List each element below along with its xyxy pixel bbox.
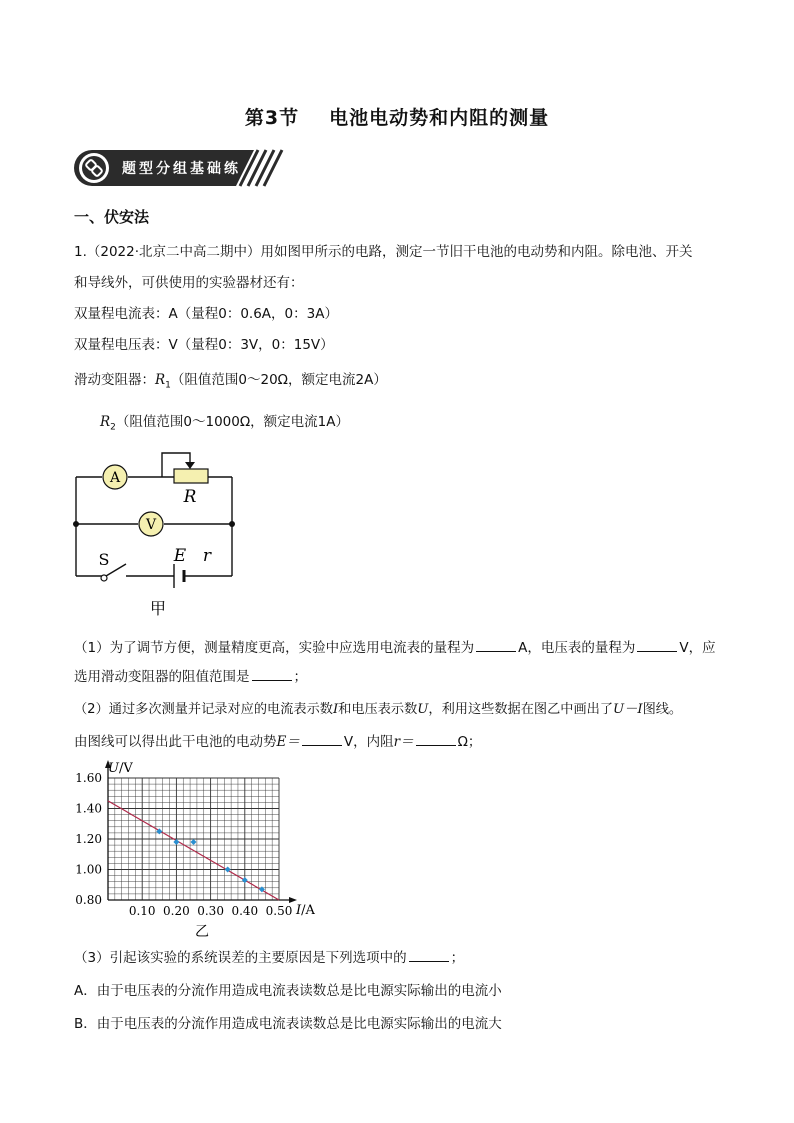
answer-blank-internal-resistance[interactable] bbox=[416, 732, 456, 746]
section-number: 第3节 bbox=[244, 107, 300, 129]
r2-text: （阻值范围0～1000Ω，额定电流1A） bbox=[115, 414, 349, 430]
circuit-diagram bbox=[66, 444, 246, 622]
x-tick-label: 0.10 bbox=[128, 904, 156, 918]
chart-xlabel-var: I bbox=[296, 903, 302, 918]
rheostat-prefix: 滑动变阻器： bbox=[74, 372, 155, 388]
r1-symbol: R bbox=[155, 372, 166, 388]
part1-line2 bbox=[74, 665, 307, 685]
chart-ylabel-var: U bbox=[108, 761, 119, 776]
part1-text-e: ； bbox=[293, 669, 307, 685]
switch-label: S bbox=[98, 550, 110, 569]
part2-text-e: 由图线可以得出此干电池的电动势 bbox=[74, 734, 277, 750]
rheostat-label: R bbox=[183, 487, 197, 507]
data-point bbox=[191, 839, 197, 845]
part3-text-b: ； bbox=[450, 950, 465, 966]
section-heading: 一、伏安法 bbox=[74, 208, 150, 226]
answer-blank-voltmeter-range[interactable] bbox=[637, 638, 677, 652]
chart-ylabel bbox=[108, 761, 133, 776]
chart-figure-label: 乙 bbox=[195, 924, 209, 940]
answer-blank-ammeter-range[interactable] bbox=[476, 638, 516, 652]
ammeter-spec: 双量程电流表：A（量程0：0.6A，0：3A） bbox=[74, 306, 338, 322]
question-intro-line2: 和导线外，可供使用的实验器材还有： bbox=[74, 275, 304, 291]
part1-line1 bbox=[74, 636, 716, 656]
part2-var-i: I bbox=[332, 702, 339, 717]
part2-text-f: V，内阻 bbox=[343, 734, 394, 750]
r2-subscript: 2 bbox=[110, 422, 116, 433]
fit-line bbox=[108, 801, 279, 900]
chart-xlabel-unit: /A bbox=[301, 903, 315, 918]
part1-text-b: A，电压表的量程为 bbox=[518, 640, 636, 656]
part3-text-a: （3）引起该实验的系统误差的主要原因是下列选项中的 bbox=[74, 950, 407, 966]
part2-ui-curve: U－I bbox=[613, 702, 643, 717]
question-intro-line1: 1.（2022·北京二中高二期中）用如图甲所示的电路，测定一节旧干电池的电动势和内阻。除电池、开关 bbox=[74, 244, 693, 260]
part2-text-g: Ω； bbox=[457, 734, 482, 750]
part2-var-e: E＝ bbox=[276, 734, 300, 750]
part2-var-r: r＝ bbox=[393, 734, 414, 750]
answer-blank-rheostat-range[interactable] bbox=[252, 667, 292, 681]
rheostat-r1-spec bbox=[74, 368, 387, 391]
emf-label: E bbox=[173, 546, 187, 566]
x-tick-label: 0.40 bbox=[231, 904, 259, 918]
y-tick-label: 1.60 bbox=[75, 771, 102, 785]
answer-blank-error-cause[interactable] bbox=[409, 948, 449, 962]
internal-r-label: r bbox=[202, 546, 212, 566]
r1-subscript: 1 bbox=[165, 380, 171, 391]
y-tick-label: 0.80 bbox=[75, 893, 102, 907]
part1-text-c: V，应 bbox=[679, 640, 716, 656]
voltmeter-label: V bbox=[145, 517, 157, 533]
banner-label: 题型分组基础练 bbox=[122, 161, 241, 177]
y-tick-label: 1.40 bbox=[75, 801, 102, 816]
section-topic: 电池电动势和内阻的测量 bbox=[329, 107, 550, 129]
y-tick-label: 1.20 bbox=[75, 832, 102, 846]
u-i-chart bbox=[66, 752, 336, 942]
part2-text-d: 图线。 bbox=[642, 702, 683, 717]
chart-grid bbox=[108, 778, 279, 900]
data-point bbox=[242, 877, 248, 883]
part2-line1 bbox=[74, 698, 682, 717]
x-tick-label: 0.30 bbox=[197, 904, 224, 918]
x-tick-label: 0.50 bbox=[265, 904, 293, 918]
part2-text-a: （2）通过多次测量并记录对应的电流表示数 bbox=[74, 702, 333, 717]
option-a[interactable]: A．由于电压表的分流作用造成电流表读数总是比电源实际输出的电流小 bbox=[74, 983, 502, 999]
r2-symbol: R bbox=[100, 414, 111, 430]
chart-fit-line bbox=[108, 801, 279, 900]
rheostat-symbol bbox=[174, 469, 208, 483]
ammeter-label: A bbox=[109, 470, 121, 486]
y-tick-label: 1.00 bbox=[75, 862, 102, 877]
slider-arrow-icon bbox=[185, 462, 195, 469]
part3-line bbox=[74, 946, 464, 966]
x-tick-label: 0.20 bbox=[163, 904, 190, 918]
part2-text-b: 和电压表示数 bbox=[338, 702, 418, 717]
part2-var-u: U bbox=[417, 702, 429, 717]
part2-text-c: ，利用这些数据在图乙中画出了 bbox=[428, 702, 614, 717]
exercise-banner bbox=[74, 148, 286, 188]
part2-line2 bbox=[74, 730, 481, 750]
part1-text-d: 选用滑动变阻器的阻值范围是 bbox=[74, 669, 250, 685]
chart-ylabel-unit: /V bbox=[118, 761, 133, 776]
circuit-figure-label: 甲 bbox=[149, 599, 167, 618]
rheostat-r2-spec bbox=[100, 410, 349, 433]
page-title bbox=[0, 103, 794, 130]
voltmeter-spec: 双量程电压表：V（量程0：3V，0：15V） bbox=[74, 337, 334, 353]
answer-blank-emf[interactable] bbox=[302, 732, 342, 746]
option-b[interactable]: B．由于电压表的分流作用造成电流表读数总是比电源实际输出的电流大 bbox=[74, 1016, 502, 1032]
r1-text: （阻值范围0～20Ω，额定电流2A） bbox=[170, 372, 387, 388]
part1-text-a: （1）为了调节方便，测量精度更高，实验中应选用电流表的量程为 bbox=[74, 640, 475, 656]
chart-xlabel bbox=[295, 903, 316, 918]
